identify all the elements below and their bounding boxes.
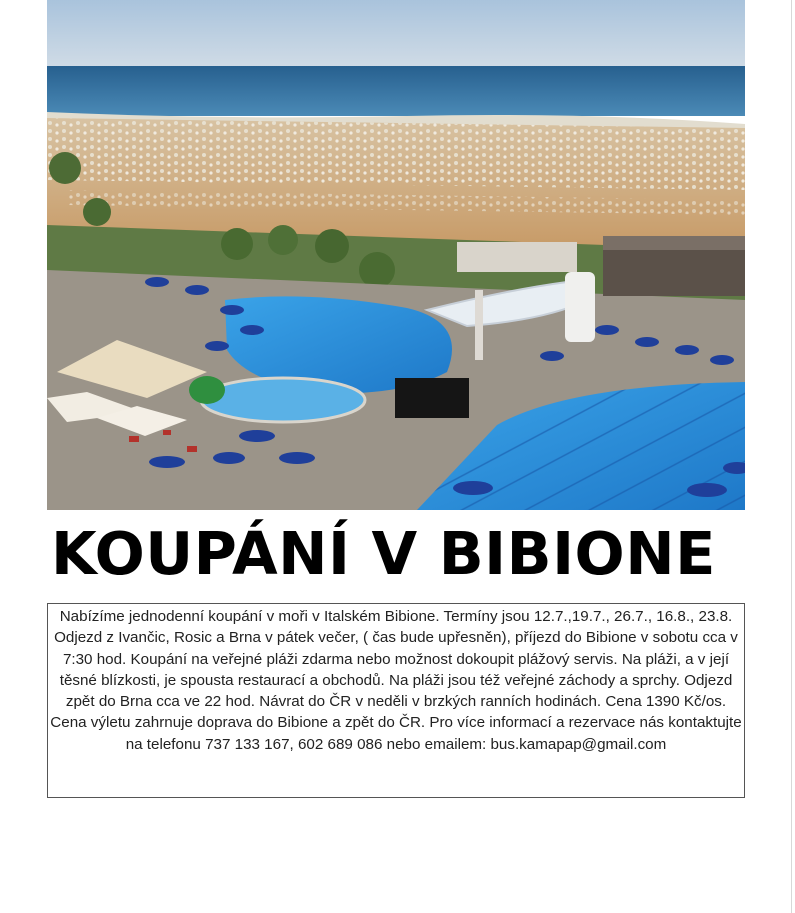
bibione-beach-pool-photo <box>47 0 745 510</box>
trip-description: Nabízíme jednodenní koupání v moři v Italském Bibione. Termíny jsou 12.7.,19.7., 26.7., 16.8., 23.8. Odjezd z Ivančic, Rosic a Brna v pátek večer, ( čas bude upřesněn), příjezd do Bibione v sobotu cca v 7:30 hod. Koupání na veřejné pláži zdarma nebo možnost dokoupit plážový servis. Na pláži, a v její těsné blízkosti, je spousta restaurací a obchodů. Na pláži jsou též veřejné záchody a sprchy. Odjezd zpět do Brna cca ve 22 hod. Návrat do ČR v neděli v brzkých ranních hodinách. Cena 1390 Kč/os. Cena výletu zahrnuje doprava do Bibione a zpět do ČR. Pro více informací a rezervace nás kontaktujte na telefonu 737 133 167, 602 689 086 nebo emailem: bus.kamapap@gmail.com <box>50 608 742 753</box>
page-title: KOUPÁNÍ V BIBIONE <box>51 519 716 588</box>
page-edge-rule <box>791 0 792 913</box>
trip-info-box <box>47 603 745 798</box>
